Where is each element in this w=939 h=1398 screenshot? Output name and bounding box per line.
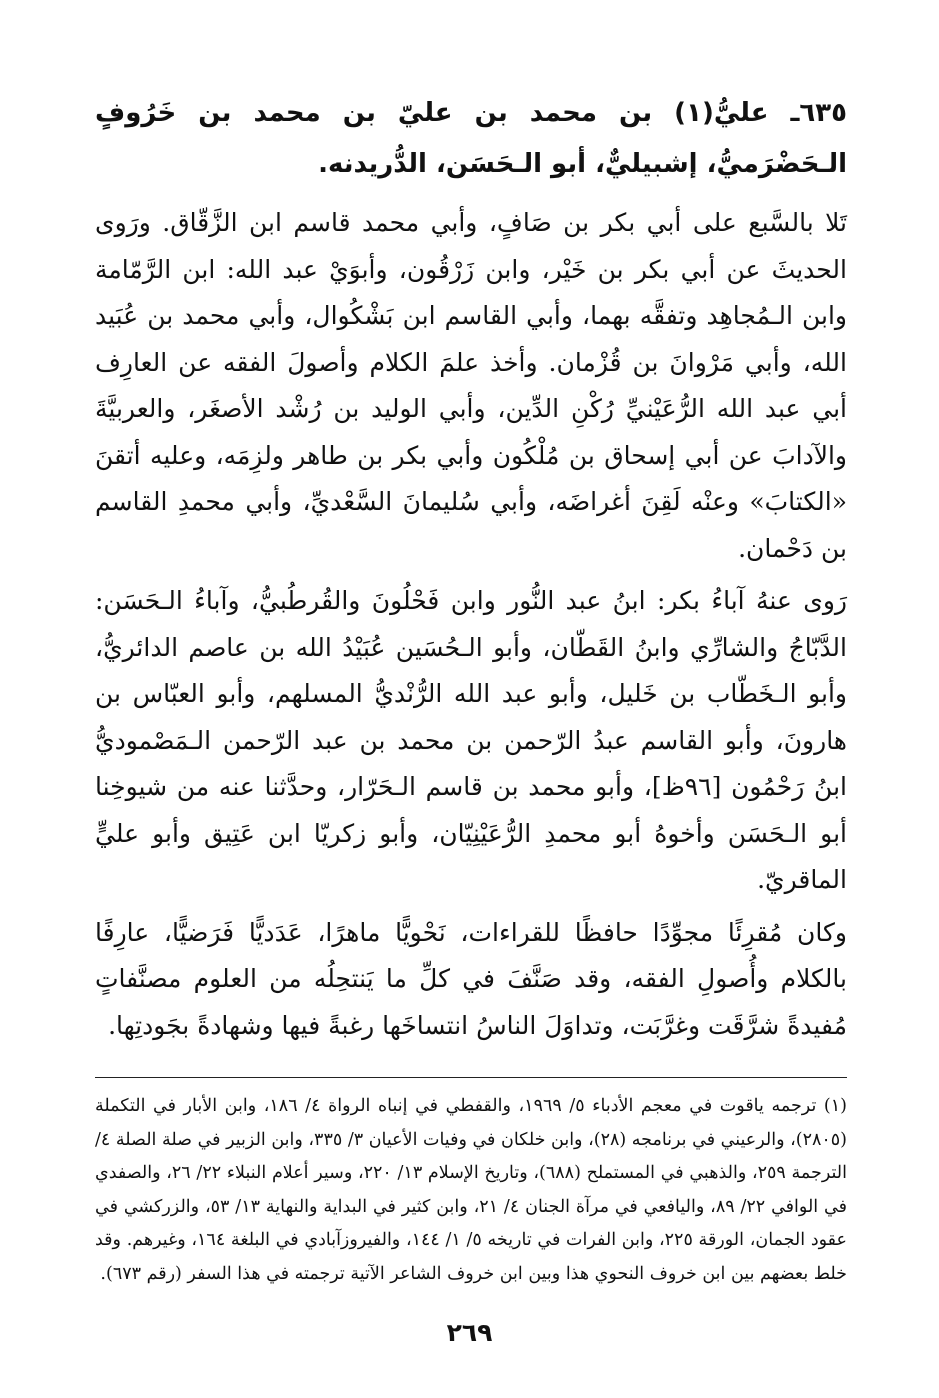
entry-heading: ٦٣٥ـ عليُّ(١) بن محمد بن عليّ بن محمد بن خَرُوفٍ الـحَضْرَميُّ، إشبيليٌّ، أبو الـحَسَن، الدُّريدنه. — [95, 98, 847, 179]
book-page — [95, 88, 847, 1291]
footnote-divider — [95, 1077, 847, 1078]
footnote: (١) ترجمه ياقوت في معجم الأدباء ٥/ ١٩٦٩، والقفطي في إنباه الرواة ٤/ ١٨٦، وابن الأبار في التكملة (٢٨٠٥)، والرعيني في برنامجه (٢٨)، وابن خلكان في وفيات الأعيان ٣/ ٣٣٥، وابن الزبير في صلة الصلة ٤/الترجمة ٢٥٩، والذهبي في المستملح (٦٨٨)، وتاريخ الإسلام ١٣/ ٢٢٠، وسير أعلام النبلاء ٢٢/ ٢٦، والصفدي في الوافي ٢٢/ ٨٩، واليافعي في مرآة الجنان ٤/ ٢١، وابن كثير في البداية والنهاية ١٣/ ٥٣، والزركشي في عقود الجمان، الورقة ٢٢٥، وابن الفرات في تاريخه ٥/ ١/ ١٤٤، والفيروزآبادي في البلغة ١٦٤، وغيرهم. وقد خلط بعضهم بين ابن خروف النحوي هذا وبين ابن خروف الشاعر الآتية ترجمته في هذا السفر (رقم ٦٧٣). — [95, 1096, 847, 1284]
body-paragraph-students: رَوى عنهُ آباءُ بكر: ابنُ عبد النُّور وابن فَحْلُونَ والقُرطُبيُّ، وآباءُ الـحَسَن: الدَّبّاجُ والشارِّي وابنُ القَطّان، وأبو الـحُسَين عُبَيْدُ الله بن عاصم الدائريُّ، وأبو الـخَطّاب بن خَليل، وأبو عبد الله الرُّنْديُّ المسلهم، وأبو العبّاس بن هارونَ، وأبو القاسم عبدُ الرّحمن بن محمد بن عبد الرّحمن الـمَصْموديُّ ابنُ رَحْمُون [٩٦ظ]، وأبو محمد بن قاسم الـحَرّار، وحدَّثنا عنه من شيوخِنا أبو الـحَسَن وأخوهُ أبو محمدِ الرُّعَيْنِيّان، وأبو زكريّا ابن عَتِيق وأبو عليٍّ الماقريّ. — [95, 586, 847, 894]
body-paragraph-description: وكان مُقرِئًا مجوِّدًا حافظًا للقراءات، نَحْويًّا ماهرًا، عَدَديًّا فَرَضيًّا، عارِفًا بالكلام وأُصولِ الفقه، وقد صَنَّفَ في كلِّ ما يَنتحِلُه من العلوم مصنَّفاتٍ مُفيدةً شرَّقَت وغرَّبَت، وتداوَلَ الناسُ انتساخَها رغبةً فيها وشهادةً بجَودتِها. — [95, 917, 847, 1040]
page-number: ٢٦٩ — [446, 1318, 493, 1347]
body-paragraph-teachers: تَلا بالسَّبع على أبي بكر بن صَافٍ، وأبي محمد قاسم ابن الزَّقّاق. ورَوى الحديثَ عن أبي بكر بن خَيْر، وابن زَرْقُون، وأبوَيْ عبد الله: ابن الرَّمّامة وابن الـمُجاهِد وتفقَّه بهما، وأبي القاسم ابن بَشْكُوال، وأبي محمد بن عُبَيد الله، وأبي مَرْوانَ بن قُزْمان. وأخذ علمَ الكلام وأصولَ الفقه عن العارِف أبي عبد الله الرُّعَيْنيِّ رُكْنِ الدِّين، وأبي الوليد بن رُشْد الأصغَر، والعربيَّةَ والآدابَ عن أبي إسحاق بن مُلْكُون وأبي بكر بن طاهر ولزِمَه، وعليه أتقنَ «الكتابَ» وعنْه لَقِنَ أغراضَه، وأبي سُليمانَ السَّعْديِّ، وأبي محمدِ القاسم بن دَحْمان. — [95, 208, 847, 563]
